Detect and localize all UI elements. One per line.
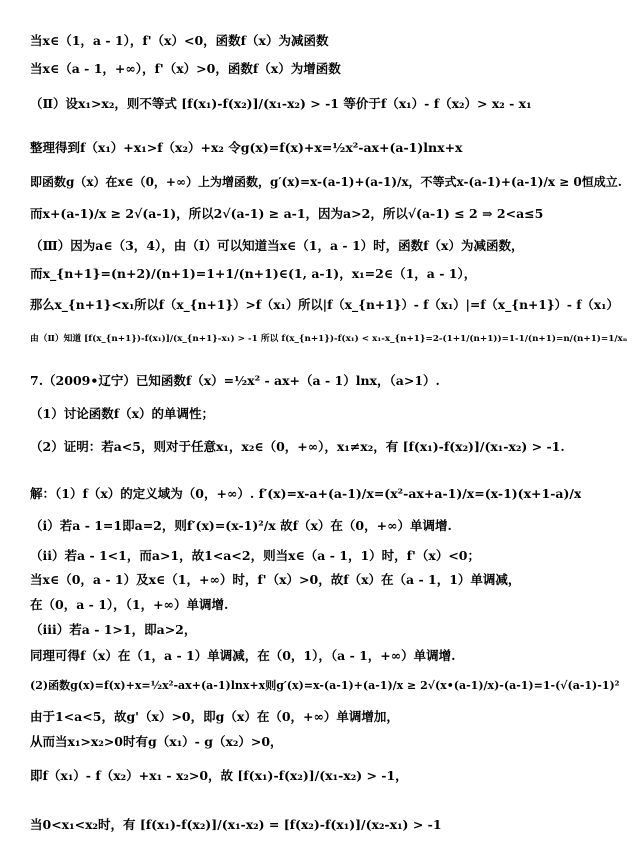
text-line-25: 当0<x₁<x₂时，有 [f(x₁)-f(x₂)]/(x₁-x₂) = [f(x₂)-f(x₁)]/(x₂-x₁) > -1 [30,817,442,832]
text-line-21: (2)函数g(x)=f(x)+x=½x²-ax+(a-1)lnx+x则g′(x)=x-(a-1)+(a-1)/x ≥ 2√(x•(a-1)/x)-(a-1)=1-(√(a-1)-1)² [30,679,620,692]
text-line-11: 7.（2009•辽宁）已知函数f（x）=½x² - ax+（a - 1）lnx，（a>1）. [30,373,440,388]
text-line-23: 从而当x₁>x₂>0时有g（x₁）- g（x₂）>0， [30,734,283,749]
text-line-22: 由于1<a<5，故g'（x）>0，即g（x）在（0，+∞）单调增加， [30,709,399,724]
text-line-8: 而x_{n+1}=(n+2)/(n+1)=1+1/(n+1)∈(1, a-1)，x₁=2∈（1，a - 1）， [30,266,477,281]
text-line-14: 解：（1）f（x）的定义域为（0，+∞）. f′(x)=x-a+(a-1)/x=(x²-ax+a-1)/x=(x-1)(x+1-a)/x [30,486,582,501]
text-line-10: 由（Ⅱ）知道 [f(x_{n+1})-f(x₁)]/(x_{n+1}-x₁) > -1 所以 f(x_{n+1})-f(x₁) < x₁-x_{n+1}=2-(1+1/(n+1))=1-1/(n+1)=n/(n+1)=1/xₙ [30,334,628,344]
text-line-24: 即f（x₁）- f（x₂）+x₁ - x₂>0，故 [f(x₁)-f(x₂)]/(x₁-x₂) > -1， [30,768,408,783]
text-line-13: （2）证明：若a<5，则对于任意x₁，x₂∈（0，+∞），x₁≠x₂，有 [f(x₁)-f(x₂)]/(x₁-x₂) > -1. [30,439,565,454]
text-line-2: 当x∈（a - 1，+∞），f'（x）>0，函数f（x）为增函数 [30,61,341,76]
text-line-16: （ii）若a - 1<1，而a>1，故1<a<2，则当x∈（a - 1，1）时，f'（x）<0； [30,548,480,563]
text-line-19: （iii）若a - 1>1，即a>2， [30,622,197,637]
text-line-3: （Ⅱ）设x₁>x₂，则不等式 [f(x₁)-f(x₂)]/(x₁-x₂) > -1 等价于f（x₁）- f（x₂）> x₂ - x₁ [30,96,532,111]
text-line-20: 同理可得f（x）在（1，a - 1）单调减，在（0，1），（a - 1，+∞）单调增. [30,648,456,663]
text-line-1: 当x∈（1，a - 1），f'（x）<0，函数f（x）为减函数 [30,33,329,48]
text-line-9: 那么x_{n+1}<x₁所以f（x_{n+1}）>f（x₁）所以|f（x_{n+1}）- f（x₁）|=f（x_{n+1}）- f（x₁） [30,297,619,312]
text-line-7: （Ⅲ）因为a∈（3，4），由（Ⅰ）可以知道当x∈（1，a - 1）时，函数f（x）为减函数， [30,238,524,253]
text-line-12: （1）讨论函数f（x）的单调性； [30,406,215,421]
text-line-17: 当x∈（0，a - 1）及x∈（1，+∞）时，f'（x）>0，故f（x）在（a - 1，1）单调减， [30,572,521,587]
text-line-5: 即函数g（x）在x∈（0，+∞）上为增函数，g′(x)=x-(a-1)+(a-1)/x，不等式x-(a-1)+(a-1)/x ≥ 0恒成立. [30,175,622,189]
text-line-15: （i）若a - 1=1即a=2，则f′(x)=(x-1)²/x 故f（x）在（0，+∞）单调增. [30,518,452,533]
text-line-4: 整理得到f（x₁）+x₁>f（x₂）+x₂ 令g(x)=f(x)+x=½x²-ax+(a-1)lnx+x [30,140,463,155]
text-line-6: 而x+(a-1)/x ≥ 2√(a-1)，所以2√(a-1) ≥ a-1，因为a>2，所以√(a-1) ≤ 2 ⇒ 2<a≤5 [30,206,544,221]
text-line-18: 在（0，a - 1），（1，+∞）单调增. [30,597,229,612]
